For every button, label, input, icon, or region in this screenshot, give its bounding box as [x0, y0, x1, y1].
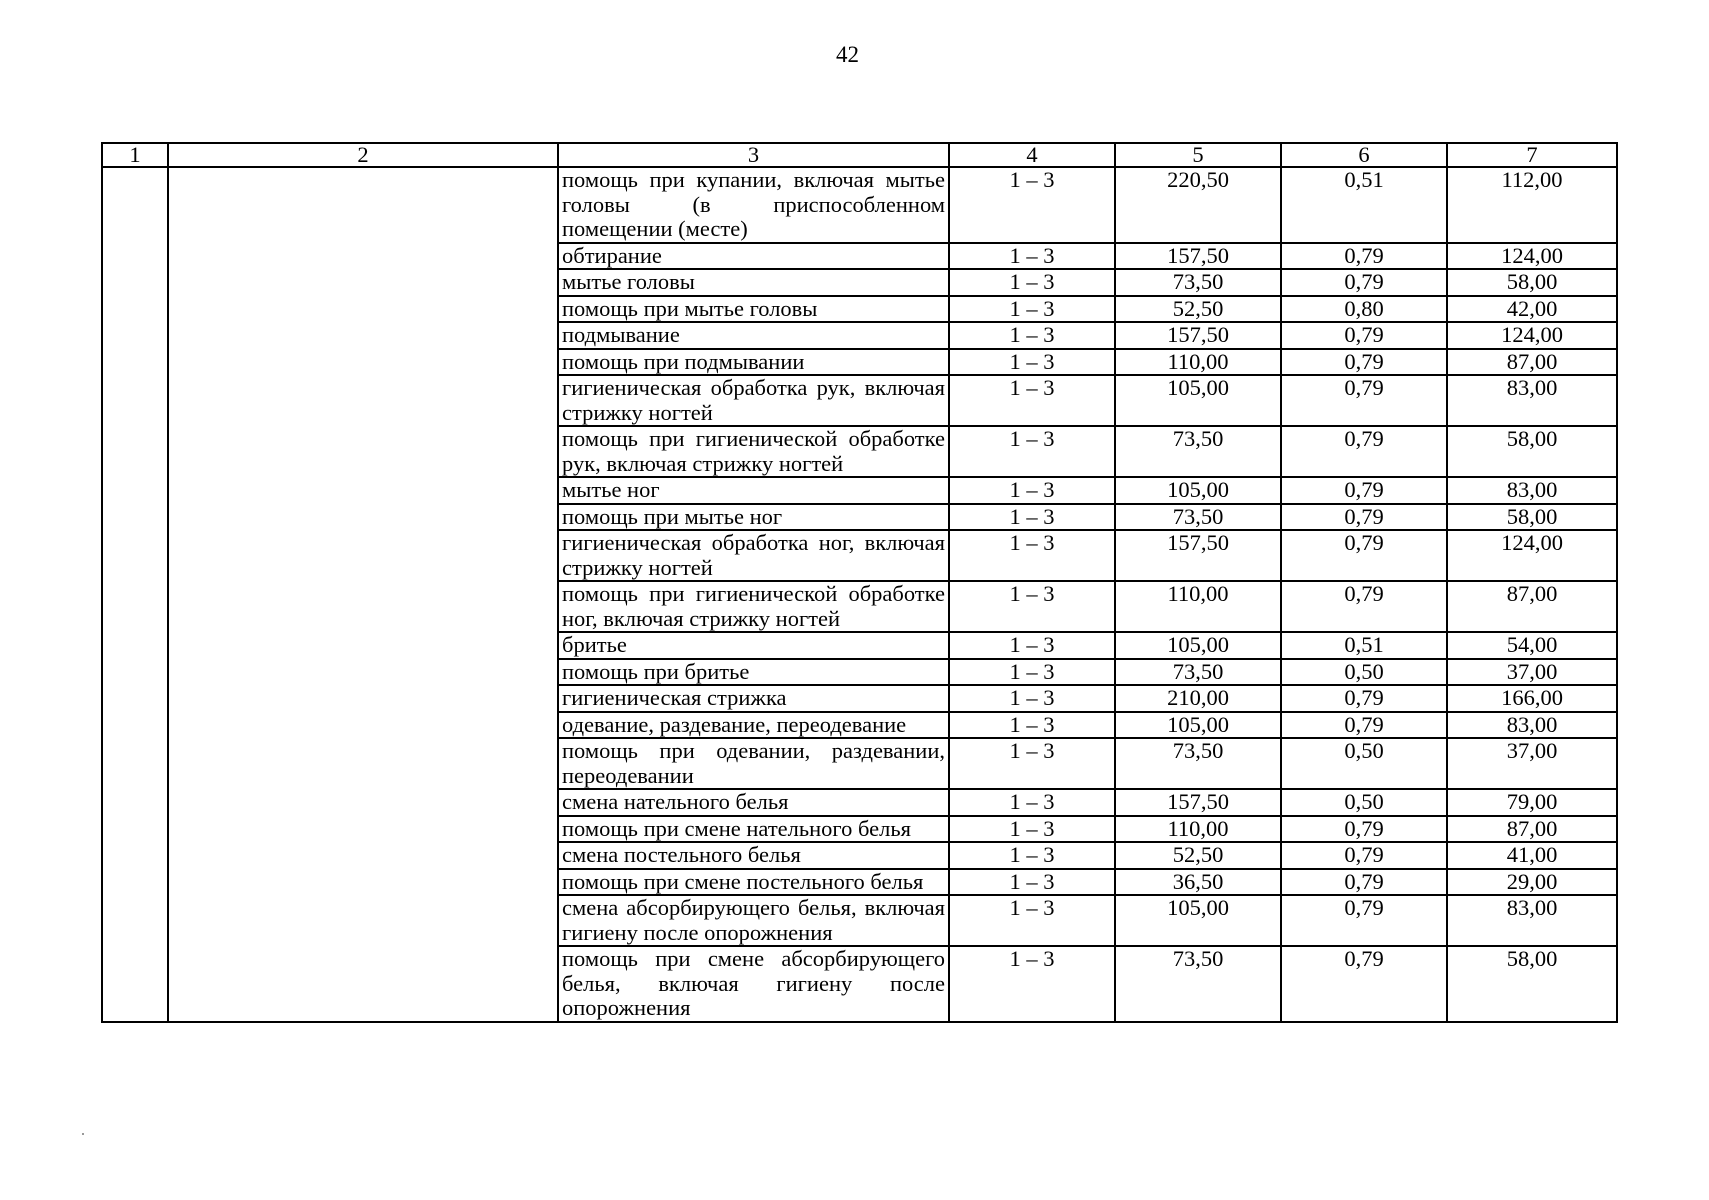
service-name-cell: помощь при гигиенической обработке ног, включая стрижку ногтей	[558, 581, 949, 632]
coefficient-cell: 0,79	[1281, 869, 1447, 896]
tariff-cell: 41,00	[1447, 842, 1617, 869]
service-name-cell: помощь при одевании, раздевании, переодевании	[558, 738, 949, 789]
base-cost-cell: 110,00	[1115, 581, 1281, 632]
group-range-cell: 1 – 3	[949, 426, 1115, 477]
coefficient-cell: 0,51	[1281, 167, 1447, 243]
service-name-cell: помощь при мытье головы	[558, 296, 949, 323]
service-name-cell: смена постельного белья	[558, 842, 949, 869]
base-cost-cell: 73,50	[1115, 946, 1281, 1022]
service-name-cell: смена абсорбирующего белья, включая гигиену после опорожнения	[558, 895, 949, 946]
base-cost-cell: 73,50	[1115, 659, 1281, 686]
service-name-cell: помощь при бритье	[558, 659, 949, 686]
base-cost-cell: 105,00	[1115, 632, 1281, 659]
tariff-cell: 83,00	[1447, 895, 1617, 946]
coefficient-cell: 0,79	[1281, 269, 1447, 296]
coefficient-cell: 0,79	[1281, 322, 1447, 349]
group-range-cell: 1 – 3	[949, 712, 1115, 739]
tariff-cell: 58,00	[1447, 504, 1617, 531]
service-name-cell: помощь при купании, включая мытье головы (в приспособленном помещении (месте)	[558, 167, 949, 243]
service-name-cell: помощь при смене абсорбирующего белья, включая гигиену после опорожнения	[558, 946, 949, 1022]
tariff-cell: 79,00	[1447, 789, 1617, 816]
column-1-cell	[102, 167, 168, 1022]
group-range-cell: 1 – 3	[949, 530, 1115, 581]
group-range-cell: 1 – 3	[949, 685, 1115, 712]
tariff-cell: 37,00	[1447, 659, 1617, 686]
tariff-cell: 87,00	[1447, 349, 1617, 376]
column-number-5: 5	[1115, 143, 1281, 167]
group-range-cell: 1 – 3	[949, 504, 1115, 531]
group-range-cell: 1 – 3	[949, 738, 1115, 789]
coefficient-cell: 0,79	[1281, 243, 1447, 270]
tariff-cell: 37,00	[1447, 738, 1617, 789]
coefficient-cell: 0,79	[1281, 895, 1447, 946]
group-range-cell: 1 – 3	[949, 375, 1115, 426]
column-number-4: 4	[949, 143, 1115, 167]
coefficient-cell: 0,51	[1281, 632, 1447, 659]
tariff-cell: 83,00	[1447, 712, 1617, 739]
column-2-cell	[168, 167, 558, 1022]
base-cost-cell: 105,00	[1115, 712, 1281, 739]
coefficient-cell: 0,79	[1281, 530, 1447, 581]
tariff-cell: 83,00	[1447, 375, 1617, 426]
tariff-cell: 124,00	[1447, 243, 1617, 270]
base-cost-cell: 157,50	[1115, 243, 1281, 270]
group-range-cell: 1 – 3	[949, 632, 1115, 659]
service-name-cell: гигиеническая стрижка	[558, 685, 949, 712]
service-name-cell: гигиеническая обработка рук, включая стрижку ногтей	[558, 375, 949, 426]
tariff-cell: 87,00	[1447, 581, 1617, 632]
coefficient-cell: 0,50	[1281, 659, 1447, 686]
column-number-1: 1	[102, 143, 168, 167]
service-name-cell: помощь при смене нательного белья	[558, 816, 949, 843]
base-cost-cell: 110,00	[1115, 349, 1281, 376]
coefficient-cell: 0,79	[1281, 504, 1447, 531]
base-cost-cell: 52,50	[1115, 296, 1281, 323]
base-cost-cell: 105,00	[1115, 895, 1281, 946]
scan-speck	[82, 1133, 84, 1135]
service-name-cell: помощь при подмывании	[558, 349, 949, 376]
coefficient-cell: 0,79	[1281, 712, 1447, 739]
service-name-cell: помощь при мытье ног	[558, 504, 949, 531]
service-name-cell: мытье ног	[558, 477, 949, 504]
tariff-cell: 54,00	[1447, 632, 1617, 659]
page-number: 42	[836, 42, 859, 67]
base-cost-cell: 157,50	[1115, 530, 1281, 581]
coefficient-cell: 0,79	[1281, 946, 1447, 1022]
column-number-7: 7	[1447, 143, 1617, 167]
tariff-cell: 58,00	[1447, 269, 1617, 296]
group-range-cell: 1 – 3	[949, 581, 1115, 632]
service-name-cell: смена нательного белья	[558, 789, 949, 816]
group-range-cell: 1 – 3	[949, 349, 1115, 376]
base-cost-cell: 73,50	[1115, 738, 1281, 789]
group-range-cell: 1 – 3	[949, 895, 1115, 946]
base-cost-cell: 157,50	[1115, 322, 1281, 349]
service-name-cell: помощь при смене постельного белья	[558, 869, 949, 896]
tariff-cell: 58,00	[1447, 426, 1617, 477]
column-number-3: 3	[558, 143, 949, 167]
base-cost-cell: 220,50	[1115, 167, 1281, 243]
group-range-cell: 1 – 3	[949, 269, 1115, 296]
coefficient-cell: 0,50	[1281, 738, 1447, 789]
base-cost-cell: 73,50	[1115, 269, 1281, 296]
coefficient-cell: 0,80	[1281, 296, 1447, 323]
group-range-cell: 1 – 3	[949, 789, 1115, 816]
group-range-cell: 1 – 3	[949, 659, 1115, 686]
coefficient-cell: 0,79	[1281, 426, 1447, 477]
base-cost-cell: 110,00	[1115, 816, 1281, 843]
service-name-cell: бритье	[558, 632, 949, 659]
service-name-cell: подмывание	[558, 322, 949, 349]
base-cost-cell: 36,50	[1115, 869, 1281, 896]
coefficient-cell: 0,50	[1281, 789, 1447, 816]
column-number-row	[102, 143, 1617, 167]
service-name-cell: обтирание	[558, 243, 949, 270]
group-range-cell: 1 – 3	[949, 869, 1115, 896]
group-range-cell: 1 – 3	[949, 167, 1115, 243]
base-cost-cell: 105,00	[1115, 375, 1281, 426]
group-range-cell: 1 – 3	[949, 477, 1115, 504]
coefficient-cell: 0,79	[1281, 349, 1447, 376]
column-number-6: 6	[1281, 143, 1447, 167]
coefficient-cell: 0,79	[1281, 477, 1447, 504]
base-cost-cell: 73,50	[1115, 504, 1281, 531]
group-range-cell: 1 – 3	[949, 243, 1115, 270]
group-range-cell: 1 – 3	[949, 946, 1115, 1022]
group-range-cell: 1 – 3	[949, 322, 1115, 349]
tariff-cell: 58,00	[1447, 946, 1617, 1022]
group-range-cell: 1 – 3	[949, 816, 1115, 843]
coefficient-cell: 0,79	[1281, 581, 1447, 632]
service-name-cell: гигиеническая обработка ног, включая стрижку ногтей	[558, 530, 949, 581]
coefficient-cell: 0,79	[1281, 375, 1447, 426]
base-cost-cell: 157,50	[1115, 789, 1281, 816]
tariff-cell: 29,00	[1447, 869, 1617, 896]
table-row	[102, 167, 1617, 243]
coefficient-cell: 0,79	[1281, 816, 1447, 843]
tariff-cell: 42,00	[1447, 296, 1617, 323]
tariff-cell: 87,00	[1447, 816, 1617, 843]
service-name-cell: одевание, раздевание, переодевание	[558, 712, 949, 739]
tariff-cell: 124,00	[1447, 322, 1617, 349]
tariff-cell: 166,00	[1447, 685, 1617, 712]
base-cost-cell: 52,50	[1115, 842, 1281, 869]
base-cost-cell: 210,00	[1115, 685, 1281, 712]
tariff-cell: 83,00	[1447, 477, 1617, 504]
services-table	[101, 142, 1618, 1023]
coefficient-cell: 0,79	[1281, 685, 1447, 712]
group-range-cell: 1 – 3	[949, 842, 1115, 869]
tariff-cell: 124,00	[1447, 530, 1617, 581]
tariff-cell: 112,00	[1447, 167, 1617, 243]
service-name-cell: мытье головы	[558, 269, 949, 296]
base-cost-cell: 73,50	[1115, 426, 1281, 477]
group-range-cell: 1 – 3	[949, 296, 1115, 323]
column-number-2: 2	[168, 143, 558, 167]
service-name-cell: помощь при гигиенической обработке рук, включая стрижку ногтей	[558, 426, 949, 477]
coefficient-cell: 0,79	[1281, 842, 1447, 869]
base-cost-cell: 105,00	[1115, 477, 1281, 504]
